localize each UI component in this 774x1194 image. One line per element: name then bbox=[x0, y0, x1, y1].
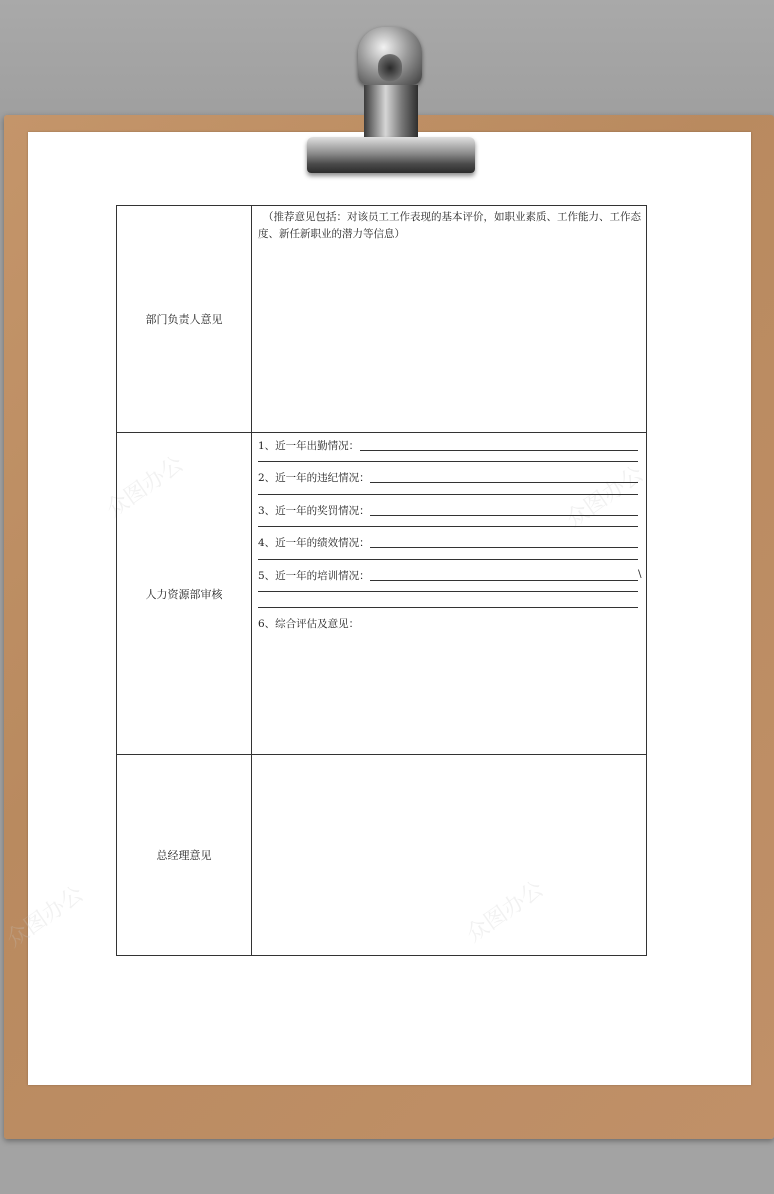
clip-arm bbox=[364, 85, 418, 140]
clip-hole bbox=[378, 54, 402, 82]
performance-fill-line[interactable] bbox=[370, 547, 638, 548]
training-fill-line-3[interactable] bbox=[258, 607, 638, 608]
rewards-label: 3、近一年的奖罚情况： bbox=[258, 505, 370, 517]
watermark: 众图办公 bbox=[461, 876, 549, 948]
watermark: 众图办公 bbox=[1, 881, 89, 953]
performance-label: 4、近一年的绩效情况： bbox=[258, 537, 370, 549]
training-tail-mark: \ bbox=[638, 568, 642, 580]
table-row bbox=[117, 433, 646, 755]
rewards-fill-line-2[interactable] bbox=[258, 526, 638, 527]
gm-opinion-cell[interactable] bbox=[253, 755, 646, 955]
rewards-fill-line[interactable] bbox=[370, 515, 638, 516]
rewards-item bbox=[258, 503, 638, 519]
watermark: 众图办公 bbox=[101, 451, 189, 523]
table-row bbox=[117, 755, 646, 955]
watermark: 众图办公 bbox=[561, 461, 649, 533]
attendance-label: 1、近一年出勤情况： bbox=[258, 440, 360, 452]
discipline-fill-line-2[interactable] bbox=[258, 494, 638, 495]
hr-review-cell[interactable] bbox=[253, 433, 646, 754]
discipline-label: 2、近一年的违纪情况： bbox=[258, 472, 370, 484]
attendance-item bbox=[258, 438, 638, 454]
discipline-item bbox=[258, 470, 638, 486]
training-fill-line[interactable] bbox=[370, 580, 638, 581]
overall-assessment-label: 6、综合评估及意见： bbox=[258, 618, 360, 630]
training-label: 5、近一年的培训情况： bbox=[258, 570, 370, 582]
dept-head-opinion-cell[interactable] bbox=[253, 206, 646, 432]
recommendation-note: （推荐意见包括：对该员工工作表现的基本评价，如职业素质、工作能力、工作态度、新任新职业的潜力等信息） bbox=[258, 211, 641, 240]
discipline-fill-line[interactable] bbox=[370, 482, 638, 483]
training-item bbox=[258, 568, 642, 584]
attendance-fill-line[interactable] bbox=[360, 450, 638, 451]
dept-head-opinion-label: 部门负责人意见 bbox=[117, 206, 252, 432]
table-row bbox=[117, 206, 646, 433]
performance-fill-line-2[interactable] bbox=[258, 559, 638, 560]
overall-assessment-item bbox=[258, 616, 638, 632]
gm-opinion-label: 总经理意见 bbox=[117, 755, 252, 955]
performance-item bbox=[258, 535, 638, 551]
hr-review-label: 人力资源部审核 bbox=[117, 433, 252, 754]
approval-form-table bbox=[116, 205, 647, 956]
attendance-fill-line-2[interactable] bbox=[258, 461, 638, 462]
training-fill-line-2[interactable] bbox=[258, 591, 638, 592]
binder-clip bbox=[307, 137, 475, 173]
